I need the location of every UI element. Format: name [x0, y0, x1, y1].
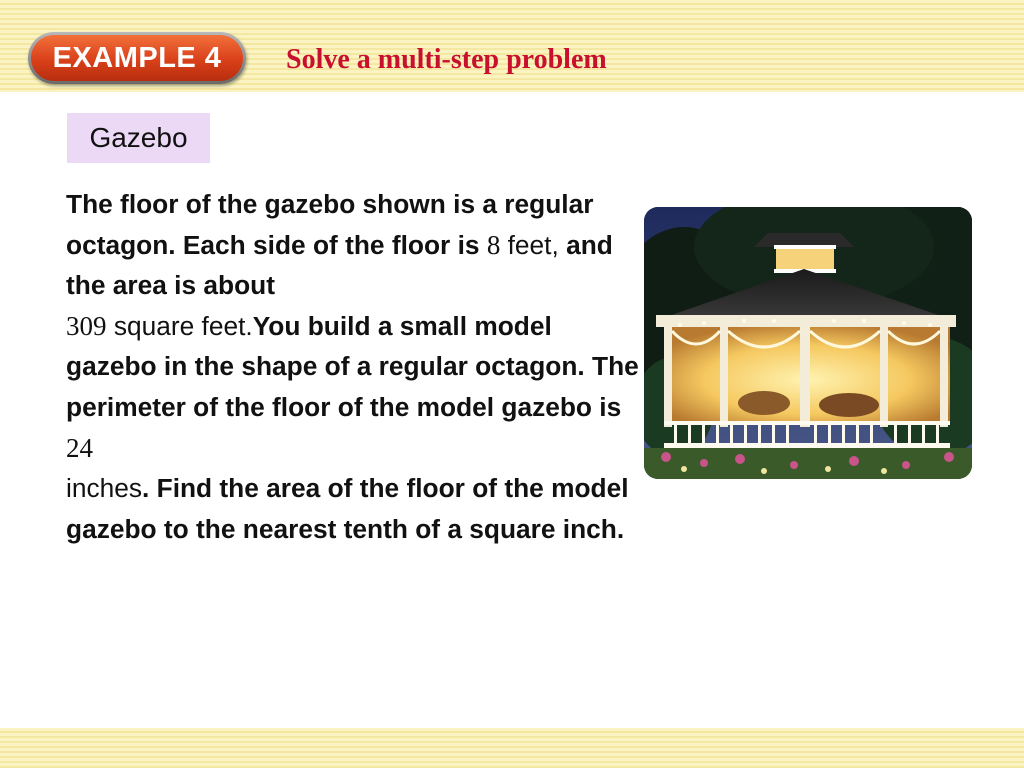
- example-label: EXAMPLE 4: [52, 41, 222, 74]
- perimeter-value: 24: [66, 432, 93, 463]
- problem-sentence-4: . Find the area of the floor of the model gazebo to the nearest tenth of a square inch.: [66, 473, 629, 544]
- example-badge: [28, 32, 246, 84]
- slide-title: Solve a multi-step problem: [286, 44, 607, 75]
- area-unit: square feet.: [113, 310, 253, 341]
- side-length-value: 8: [486, 229, 501, 260]
- problem-sentence-3: You build a small model gazebo in the shape of a regular octagon. The perimeter of the floor of the model gazebo is: [66, 310, 639, 422]
- side-length-unit: feet,: [500, 229, 559, 260]
- problem-sentence-1: The floor of the gazebo shown is a regular octagon. Each side of the floor is: [66, 189, 594, 260]
- example-badge-pill: [31, 35, 243, 81]
- area-value: 309: [66, 310, 107, 341]
- problem-sentence-2: and the area is about: [66, 229, 613, 301]
- perimeter-unit: inches: [66, 473, 143, 504]
- footer-band: [0, 728, 1024, 768]
- problem-text: [66, 184, 641, 549]
- gazebo-photo: [644, 207, 972, 479]
- topic-label: Gazebo: [67, 113, 210, 163]
